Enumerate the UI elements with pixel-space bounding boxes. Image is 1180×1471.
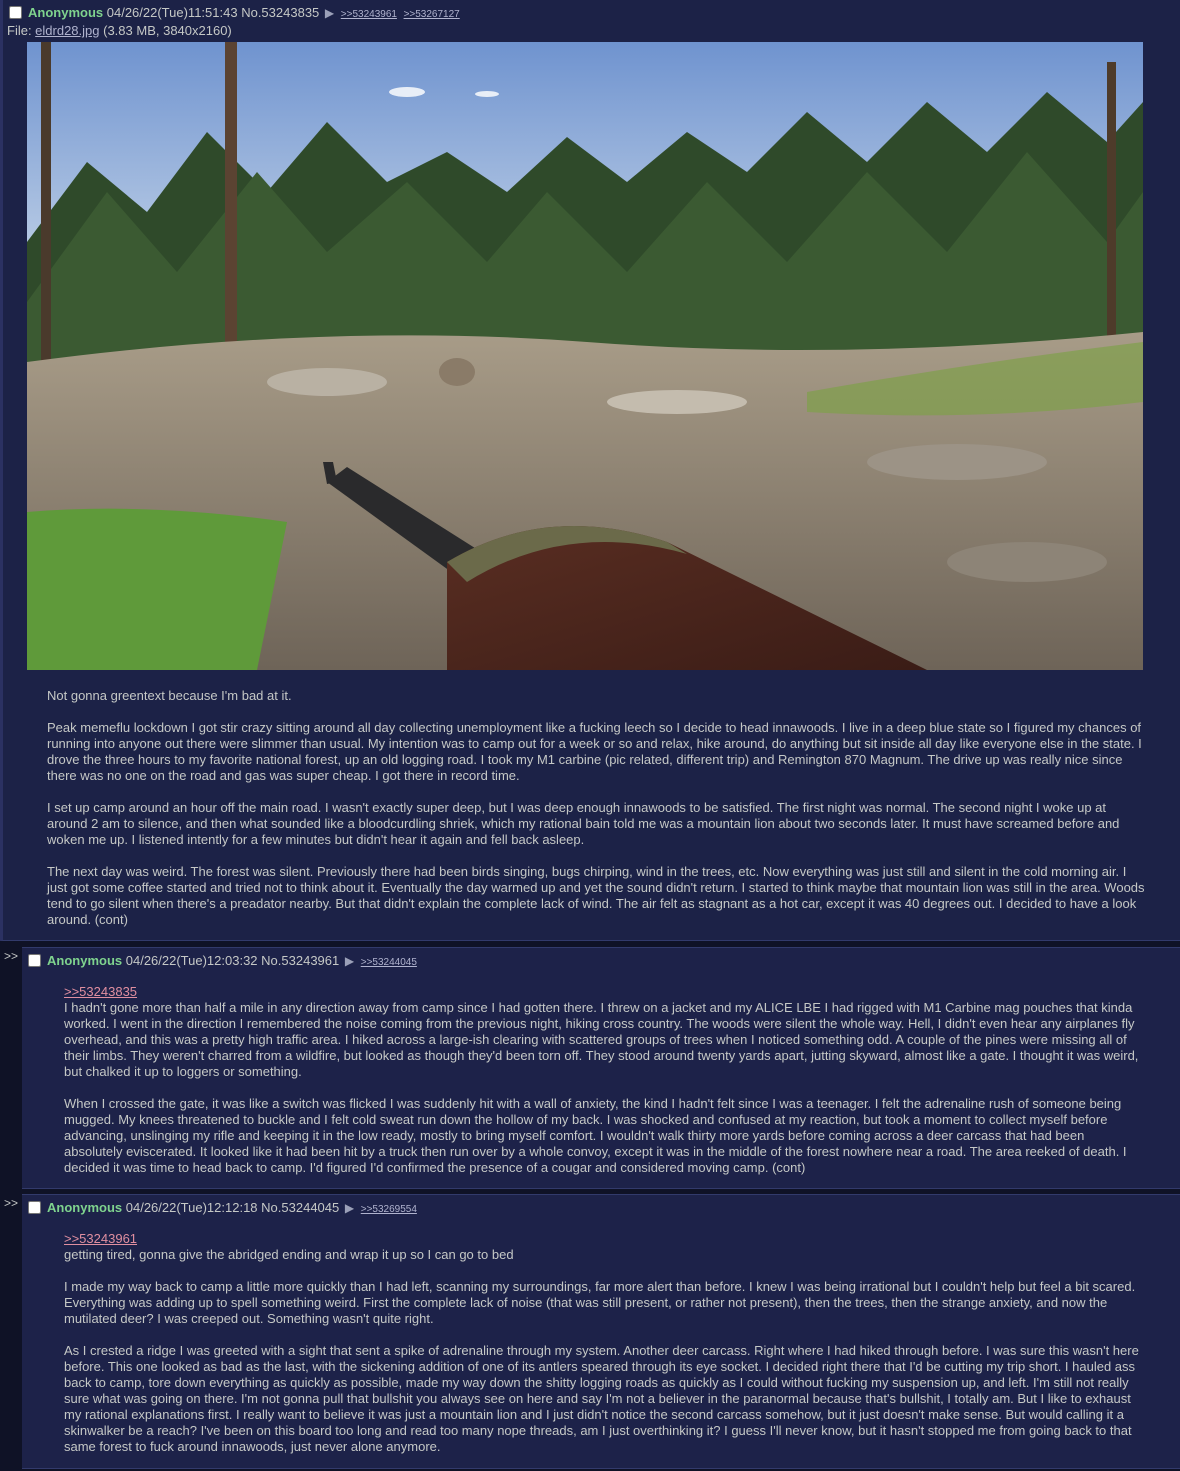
reply-2-backlink-1[interactable]: >>53269554 [360, 1204, 417, 1215]
op-post-info [9, 5, 463, 20]
reply-1-post-number[interactable]: No.53243961 [261, 953, 340, 968]
reply-1-backlink-1[interactable]: >>53244045 [360, 957, 417, 968]
op-image-thumbnail[interactable] [27, 42, 1143, 670]
op-select-checkbox[interactable] [9, 6, 22, 19]
reply-2-paragraph-3: As I crested a ridge I was greeted with a sight that sent a spike of adrenaline through my system. Another deer carcass. Right where I had hiked through before. I was sure this wasn't here before. This one looked as bad as the last, with the sickening addition of one of its antlers speared through its eye socket. I decided right there that I'd be cutting my trip short. I hauled ass back to camp, tore down everything as quickly as possible, made my way down the shitty logging roads as quickly as I could without fucking my suspension up, and left. I'm still not really sure what was going on there. I'm not gonna pull that bullshit you always see on here and say I'm not a believer in the paranormal because that's bullshit, I totally am. But I like to exhaust my rational explanations first. I really want to believe it was just a mountain lion and I just didn't notice the second carcass somehow, but it just doesn't make sense. But would calling it a skinwalker be a reach? I've been on this board too long and read too many nope threads, am I just overthinking it? I guess I'll never know, but it hasn't stopped me from going back to that same forest to fuck around innawoods, just never alone anymore. [64, 1343, 1139, 1454]
op-paragraph-3: I set up camp around an hour off the main road. I wasn't exactly super deep, but I was deep enough innawoods to be satisfied. The first night was normal. The second night I woke up at around 2 am to silence, and then what sounded like a bloodcurdling shriek, which my rational bain told me was a mountain lion about two seconds later. It must have screamed before and woken me up. I listened intently for a few minutes but didn't hear it again and fell back asleep. [47, 800, 1120, 847]
op-file-info [7, 23, 232, 38]
reply-2-quote-link[interactable]: >>53243961 [64, 1231, 138, 1246]
reply-2-post-date: 04/26/22(Tue)12:12:18 [125, 1200, 258, 1215]
reply-2-paragraph-1: getting tired, gonna give the abridged ending and wrap it up so I can go to bed [64, 1247, 514, 1262]
reply-container-2 [0, 1194, 1180, 1465]
op-paragraph-1: Not gonna greentext because I'm bad at it. [47, 688, 292, 703]
op-backlink-2[interactable]: >>53267127 [403, 9, 460, 20]
reply-1-quote-link[interactable]: >>53243835 [64, 984, 138, 999]
reply-1-message [64, 984, 1144, 1192]
reply-post-1 [22, 947, 1180, 1189]
reply-1-select-checkbox[interactable] [28, 954, 41, 967]
op-paragraph-4: The next day was weird. The forest was silent. Previously there had been birds singing, bugs chirping, wind in the trees, etc. Now everything was just still and silent in the cold morning air. I just got some coffee started and tried not to think about it. Eventually the day warmed up and yet the sound didn't return. I started to think maybe that mountain lion was still in the area. Woods tend to go silent when there's a preadator nearby. But that didn't explain the complete lack of wind. The air felt as stagnant as a hot car, except it was 40 degrees out. I decided to have a look around. (cont) [47, 864, 1145, 927]
op-message [47, 688, 1147, 944]
reply-2-post-menu-icon[interactable]: ▶ [344, 1201, 355, 1215]
reply-container-1 [0, 947, 1180, 1189]
reply-1-poster-name: Anonymous [47, 953, 123, 968]
reply-1-post-menu-icon[interactable]: ▶ [344, 954, 355, 968]
op-post-menu-icon[interactable]: ▶ [324, 6, 335, 20]
reply-2-post-number[interactable]: No.53244045 [261, 1200, 340, 1215]
op-file-label: File: [7, 23, 36, 38]
op-post-date: 04/26/22(Tue)11:51:43 [106, 5, 238, 20]
op-post-number[interactable]: No.53243835 [241, 5, 320, 20]
op-file-link[interactable]: eldrd28.jpg [35, 23, 100, 38]
reply-2-arrow: >> [4, 1196, 19, 1210]
reply-post-2 [22, 1194, 1180, 1469]
op-file-meta: (3.83 MB, 3840x2160) [103, 23, 232, 38]
reply-1-paragraph-1: I hadn't gone more than half a mile in any direction away from camp since I had gotten there. I threw on a jacket and my ALICE LBE I had rigged with M1 Carbine mag pouches that kinda worked. I went in the direction I remembered the noise coming from the previous night, hiking cross country. The woods were silent the whole way. Hell, I didn't even hear any airplanes fly overhead, and this was a pretty high traffic area. I hiked across a large-ish clearing with scattered groups of trees when I noticed something odd. A couple of the pines were missing all of their limbs. They weren't charred from a wildfire, but looked as though they'd been torn off. They stood around twenty yards apart, jutting skyward, almost like a gate. I thought it was weird, but chalked it up to loggers or something. [64, 1000, 1139, 1079]
reply-2-post-info [28, 1200, 420, 1215]
reply-2-paragraph-2: I made my way back to camp a little more quickly than I had left, scanning my surroundings, far more alert than before. I knew I was being irrational but I couldn't help but feel a bit scared. Everything was adding up to spell something weird. First the complete lack of noise (that was still present, or rather not present), then the trees, then the strange anxiety, and now the mutilated deer? I was creeped out. Something wasn't quite right. [64, 1279, 1136, 1326]
reply-1-paragraph-2: When I crossed the gate, it was like a switch was flicked I was suddenly hit with a wall of anxiety, the kind I hadn't felt since I was a teenager. I felt the adrenaline rush of someone being mugged. My knees threatened to buckle and I felt cold sweat run down the hollow of my back. I was shocked and confused at my reaction, but took a moment to collect myself before advancing, unslinging my rifle and keeping it in the low ready, mostly to bring myself comfort. I wouldn't walk thirty more yards before coming across a deer carcass that had been absolutely eviscerated. It looked like it had been hit by a truck then run over by a whole convoy, except it was in the middle of the forest nowhere near a road. The area reeked of death. I decided it was time to head back to camp. I'd figured I'd confirmed the presence of a cougar and considered moving camp. (cont) [64, 1096, 1127, 1175]
reply-2-poster-name: Anonymous [47, 1200, 123, 1215]
op-paragraph-2: Peak memeflu lockdown I got stir crazy sitting around all day collecting unemployment like a fucking leech so I decide to head innawoods. I live in a deep blue state so I figured my chances of running into anyone out there were slimmer than usual. My intention was to camp out for a week or so and relax, hike around, do anything but sit inside all day like everyone else in the state. I drove the three hours to my favorite national forest, up an old logging road. I took my M1 carbine (pic related, different trip) and Remington 870 Magnum. The drive up was really nice since there was no one on the road and gas was super cheap. I got there in record time. [47, 720, 1142, 783]
forest-rifle-photo [27, 42, 1143, 670]
reply-2-select-checkbox[interactable] [28, 1201, 41, 1214]
reply-2-message [64, 1231, 1144, 1471]
reply-1-post-date: 04/26/22(Tue)12:03:32 [125, 953, 258, 968]
reply-1-arrow: >> [4, 949, 19, 963]
reply-1-post-info [28, 953, 420, 968]
op-backlink-1[interactable]: >>53243961 [340, 9, 397, 20]
op-poster-name: Anonymous [28, 5, 104, 20]
